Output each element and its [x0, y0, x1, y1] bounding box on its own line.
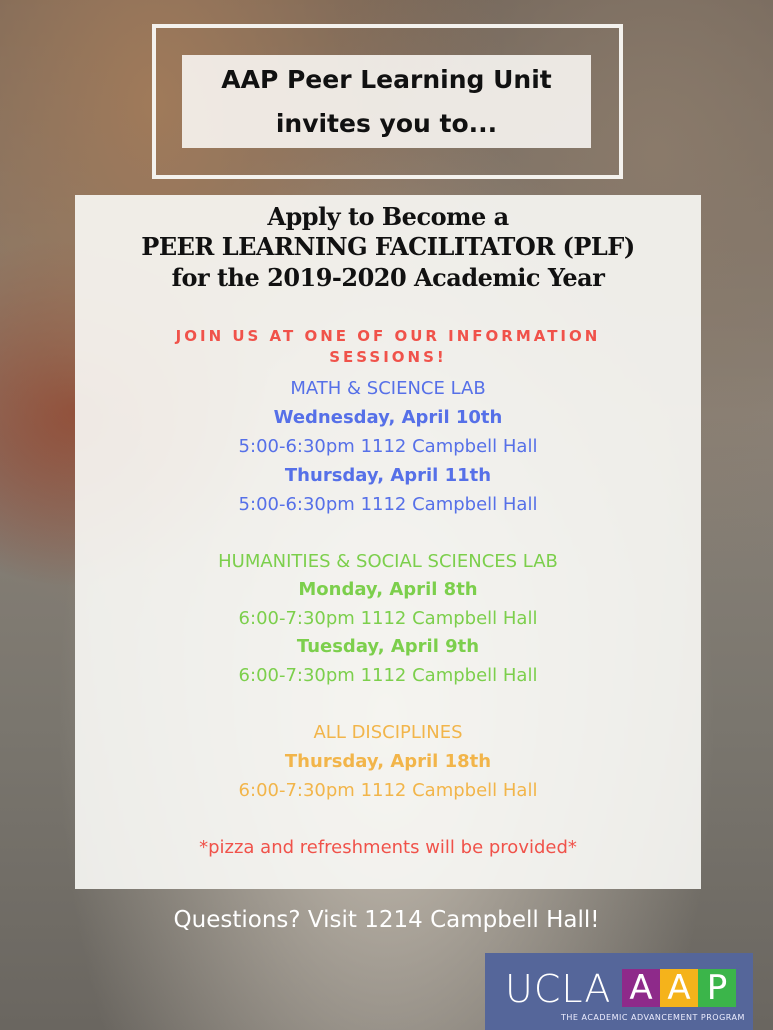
heading-line-1: Apply to Become a	[267, 202, 509, 231]
ucla-aap-logo	[485, 953, 753, 1030]
logo-letter-a: A	[660, 969, 698, 1007]
lab-all-disciplines: ALL DISCIPLINES	[313, 722, 463, 743]
title-line-2: invites you to...	[275, 109, 498, 138]
logo-letter-p: P	[698, 969, 736, 1007]
join-line-2: SESSIONS!	[329, 348, 447, 366]
session-time: 6:00-7:30pm 1112 Campbell Hall	[238, 665, 538, 686]
questions-text: Questions? Visit 1214 Campbell Hall!	[173, 907, 600, 933]
session-time: 6:00-7:30pm 1112 Campbell Hall	[238, 780, 538, 801]
session-time: 5:00-6:30pm 1112 Campbell Hall	[238, 436, 538, 457]
heading-line-2: PEER LEARNING FACILITATOR (PLF)	[141, 232, 635, 261]
join-line-1: JOIN US AT ONE OF OUR INFORMATION	[175, 327, 601, 345]
logo-letter-a: A	[622, 969, 660, 1007]
logo-tagline: THE ACADEMIC ADVANCEMENT PROGRAM	[561, 1013, 745, 1022]
session-day: Tuesday, April 9th	[296, 636, 480, 657]
session-day: Wednesday, April 10th	[273, 407, 503, 428]
title-line-1: AAP Peer Learning Unit	[221, 65, 552, 94]
logo-ucla: UCLA	[505, 967, 612, 1011]
title-box	[182, 55, 591, 148]
session-time: 6:00-7:30pm 1112 Campbell Hall	[238, 608, 538, 629]
lab-humanities: HUMANITIES & SOCIAL SCIENCES LAB	[218, 551, 558, 572]
session-day: Thursday, April 18th	[284, 751, 492, 772]
session-day: Monday, April 8th	[298, 579, 478, 600]
lab-math-science: MATH & SCIENCE LAB	[290, 378, 486, 399]
session-day: Thursday, April 11th	[284, 465, 492, 486]
refreshments-note: *pizza and refreshments will be provided*	[199, 837, 577, 858]
session-time: 5:00-6:30pm 1112 Campbell Hall	[238, 494, 538, 515]
heading-line-3: for the 2019-2020 Academic Year	[171, 263, 605, 292]
